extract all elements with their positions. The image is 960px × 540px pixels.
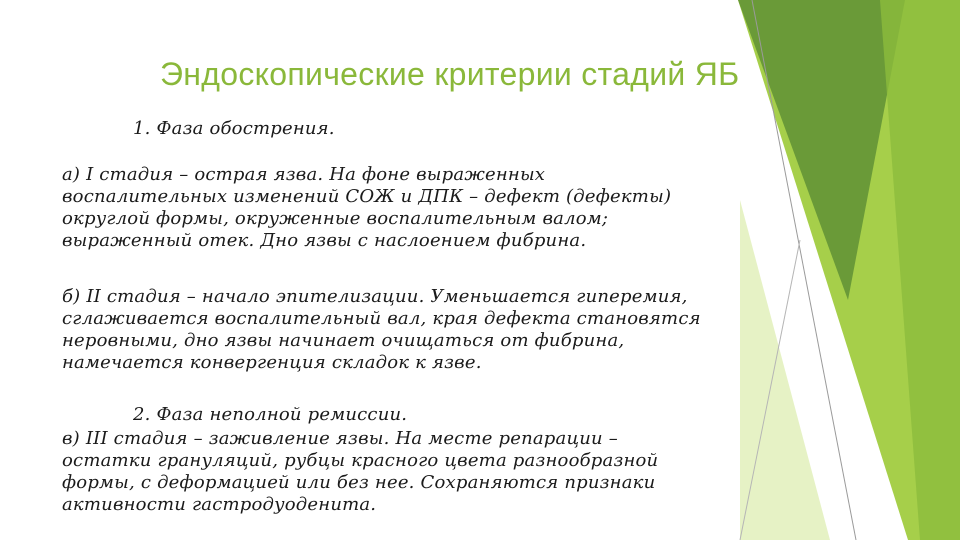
stage-2-line-1: б) II стадия – начало эпителизации. Уменьшается гиперемия, [62,286,688,307]
phase-1-heading: 1. Фаза обострения. [133,118,335,139]
phase-2-heading: 2. Фаза неполной ремиссии. [133,404,408,425]
stage-3-line-4: активности гастродуоденита. [62,494,377,515]
stage-3-line-2: остатки грануляций, рубцы красного цвета разнообразной [62,450,659,471]
stage-1-line-4: выраженный отек. Дно язвы с наслоением фибрина. [62,230,587,251]
stage-1-line-1: а) I стадия – острая язва. На фоне выраженных [62,164,546,185]
stage-1-line-2: воспалительных изменений СОЖ и ДПК – дефект (дефекты) [62,186,672,207]
slide-title: Эндоскопические критерии стадий ЯБ [160,56,740,92]
stage-3-line-3: формы, с деформацией или без нее. Сохраняются признаки [62,472,656,493]
stage-1-line-3: округлой формы, окруженные воспалительным валом; [62,208,609,229]
stage-2-line-3: неровными, дно язвы начинает очищаться от фибрина, [62,330,625,351]
stage-3-line-1: в) III стадия – заживление язвы. На месте репарации – [62,428,618,449]
stage-2-line-4: намечается конвергенция складок к язве. [62,352,482,373]
stage-2-line-2: сглаживается воспалительный вал, края дефекта становятся [62,308,701,329]
